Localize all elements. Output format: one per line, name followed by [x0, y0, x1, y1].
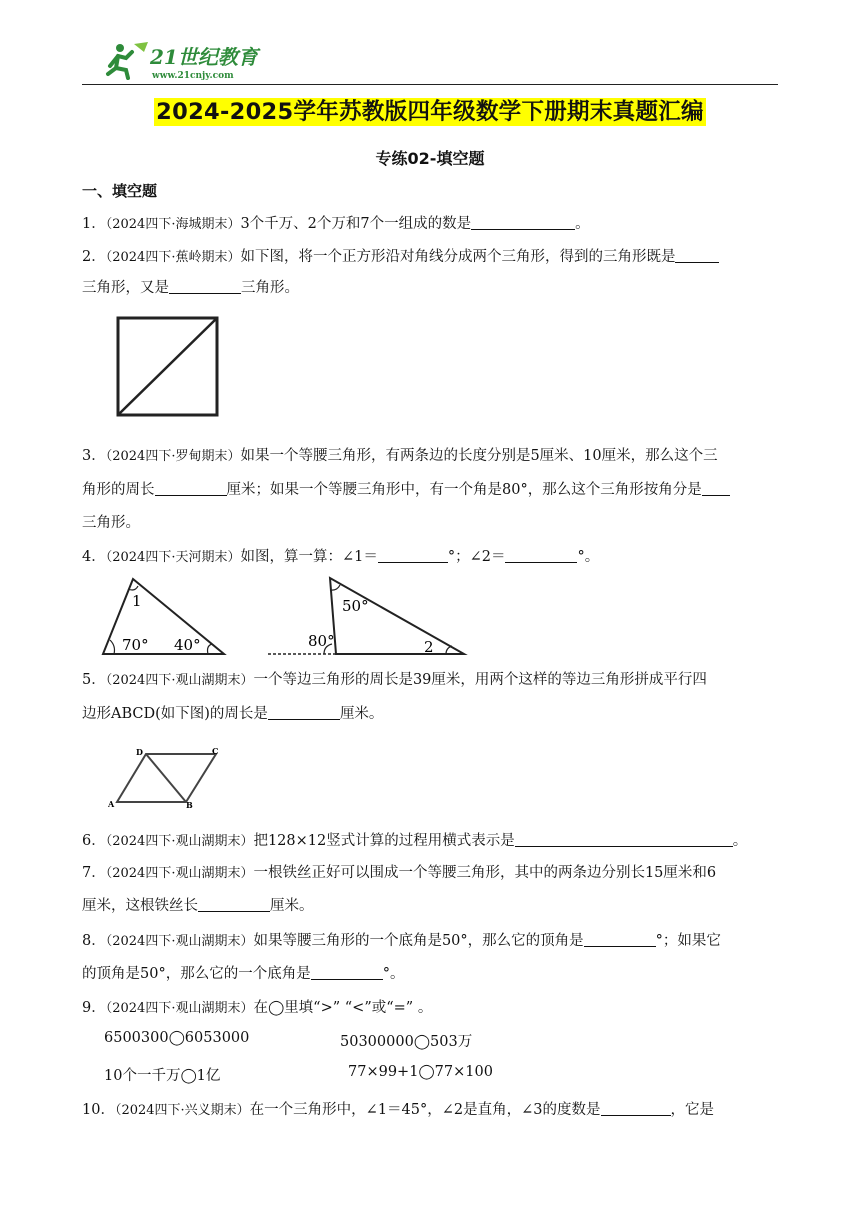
svg-text:40°: 40° — [174, 636, 201, 654]
question-2-cont: 三角形，又是 三角形。 — [82, 280, 299, 296]
page-subtitle: 专练02-填空题 — [375, 149, 485, 168]
question-5: 5．（2024四下·观山湖期末）一个等边三角形的周长是39厘米，用两个这样的等边三角形拼成平行四 — [82, 672, 707, 688]
question-7: 7．（2024四下·观山湖期末）一根铁丝正好可以围成一个等腰三角形，其中的两条边分别长15厘米和6 — [82, 865, 717, 881]
question-6: 6．（2024四下·观山湖期末）把128×12竖式计算的过程用横式表示是 。 — [82, 833, 748, 849]
logo-url: www.21cnjy.com — [152, 71, 234, 81]
answer-blank[interactable] — [471, 215, 575, 231]
answer-blank[interactable] — [311, 965, 383, 981]
square-figure — [116, 316, 220, 422]
question-2: 2．（2024四下·蕉岭期末）如下图，将一个正方形沿对角线分成两个三角形，得到的三角形既是 — [82, 245, 719, 266]
svg-text:70°: 70° — [122, 636, 149, 654]
question-1: 1．（2024四下·海城期末）3个千万、2个万和7个一组成的数是 。 — [82, 216, 590, 232]
question-8: 8．（2024四下·观山湖期末）如果等腰三角形的一个底角是50°，那么它的顶角是 °；如果它 — [82, 933, 721, 949]
answer-blank[interactable] — [505, 548, 577, 564]
question-7-cont: 厘米，这根铁丝长 厘米。 — [82, 898, 314, 914]
section-heading: 一、填空题 — [82, 182, 158, 200]
svg-text:50°: 50° — [342, 597, 369, 615]
compare-item: 10个一千万◯1亿 — [104, 1068, 221, 1084]
triangle-figure-1 — [100, 574, 230, 662]
question-3-cont2: 三角形。 — [82, 515, 140, 531]
page-title: 2024-2025学年苏教版四年级数学下册期末真题汇编 — [156, 99, 704, 125]
svg-text:C: C — [212, 746, 219, 756]
compare-item: 77×99+1◯77×100 — [348, 1064, 493, 1080]
svg-text:B: B — [186, 800, 193, 810]
question-10: 10．（2024四下·兴义期末）在一个三角形中，∠1＝45°，∠2是直角，∠3的度数是 ，它是 — [82, 1102, 714, 1118]
question-9: 9．（2024四下·观山湖期末）在◯里填“>” “<”或“=” 。 — [82, 1000, 433, 1016]
triangle-figure-2 — [266, 574, 470, 662]
question-3: 3．（2024四下·罗甸期末）如果一个等腰三角形，有两条边的长度分别是5厘米、10厘米，那么这个三 — [82, 448, 718, 464]
question-4: 4．（2024四下·天河期末）如图，算一算：∠1＝ °；∠2＝ °。 — [82, 549, 600, 565]
answer-blank[interactable] — [378, 548, 448, 564]
answer-blank[interactable] — [198, 897, 270, 913]
svg-text:A: A — [108, 799, 115, 809]
logo — [104, 40, 274, 82]
svg-text:D: D — [136, 747, 143, 757]
svg-text:2: 2 — [424, 638, 434, 656]
answer-blank[interactable] — [515, 832, 733, 848]
answer-blank[interactable] — [675, 248, 719, 264]
runner-icon — [108, 42, 148, 78]
question-5-cont: 边形ABCD(如下图)的周长是 厘米。 — [82, 706, 384, 722]
svg-text:80°: 80° — [308, 632, 335, 650]
answer-blank[interactable] — [584, 932, 656, 948]
answer-blank[interactable] — [702, 481, 730, 497]
compare-item: 6500300◯6053000 — [104, 1030, 250, 1046]
question-3-cont: 角形的周长 厘米；如果一个等腰三角形中，有一个角是80°，那么这个三角形按角分是 — [82, 478, 730, 499]
parallelogram-figure — [108, 744, 226, 814]
answer-blank[interactable] — [601, 1101, 671, 1117]
logo-text: 21世纪教育 — [150, 45, 258, 69]
answer-blank[interactable] — [155, 481, 227, 497]
question-8-cont: 的顶角是50°，那么它的一个底角是 °。 — [82, 966, 405, 982]
answer-blank[interactable] — [169, 279, 241, 295]
svg-text:1: 1 — [132, 592, 142, 610]
header-rule — [82, 84, 778, 85]
answer-blank[interactable] — [268, 705, 340, 721]
compare-item: 50300000◯503万 — [340, 1034, 473, 1050]
